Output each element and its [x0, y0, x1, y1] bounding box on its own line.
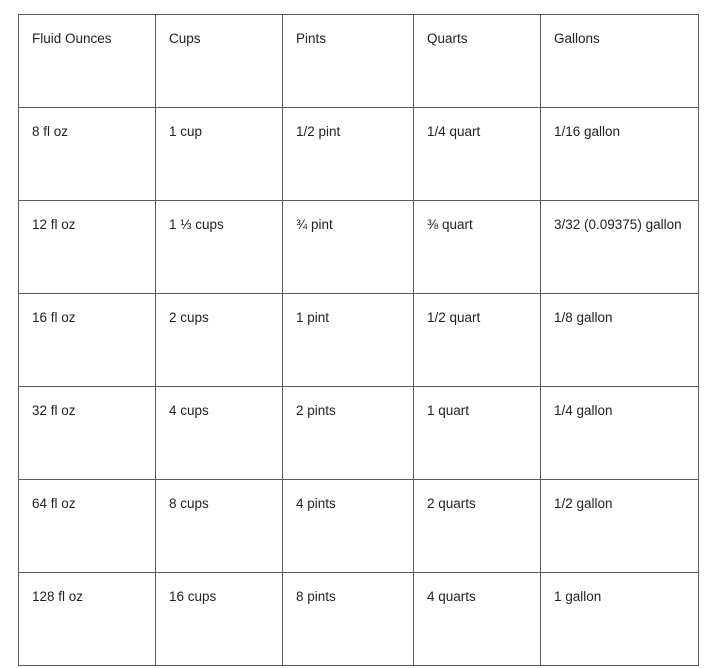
table-row [19, 108, 699, 201]
column-header-pints: Pints [283, 15, 414, 108]
cell-fluid-ounces: 8 fl oz [19, 108, 156, 201]
table-row [19, 294, 699, 387]
cell-cups: 8 cups [156, 480, 283, 573]
cell-cups: 1 cup [156, 108, 283, 201]
table-row [19, 201, 699, 294]
column-header-cups: Cups [156, 15, 283, 108]
cell-fluid-ounces: 12 fl oz [19, 201, 156, 294]
cell-cups: 4 cups [156, 387, 283, 480]
cell-cups: 2 cups [156, 294, 283, 387]
cell-quarts: 1/4 quart [414, 108, 541, 201]
cell-gallons: 1/2 gallon [541, 480, 699, 573]
cell-gallons: 1/16 gallon [541, 108, 699, 201]
cell-gallons: 1 gallon [541, 573, 699, 666]
conversion-table [18, 14, 699, 666]
column-header-gallons: Gallons [541, 15, 699, 108]
table-row [19, 387, 699, 480]
column-header-fluid-ounces: Fluid Ounces [19, 15, 156, 108]
cell-pints: 1 pint [283, 294, 414, 387]
conversion-table-container [18, 14, 698, 666]
cell-cups: 16 cups [156, 573, 283, 666]
cell-quarts: 1 quart [414, 387, 541, 480]
cell-pints: 4 pints [283, 480, 414, 573]
column-header-quarts: Quarts [414, 15, 541, 108]
table-header-row [19, 15, 699, 108]
cell-cups: 1 ⅓ cups [156, 201, 283, 294]
table-row [19, 573, 699, 666]
cell-fluid-ounces: 64 fl oz [19, 480, 156, 573]
cell-quarts: ⅜ quart [414, 201, 541, 294]
cell-gallons: 3/32 (0.09375) gallon [541, 201, 699, 294]
cell-gallons: 1/4 gallon [541, 387, 699, 480]
table-body [19, 108, 699, 666]
cell-gallons: 1/8 gallon [541, 294, 699, 387]
cell-pints: 8 pints [283, 573, 414, 666]
cell-quarts: 4 quarts [414, 573, 541, 666]
cell-pints: 2 pints [283, 387, 414, 480]
table-row [19, 480, 699, 573]
cell-pints: ¾ pint [283, 201, 414, 294]
cell-fluid-ounces: 128 fl oz [19, 573, 156, 666]
cell-pints: 1/2 pint [283, 108, 414, 201]
cell-fluid-ounces: 16 fl oz [19, 294, 156, 387]
cell-quarts: 2 quarts [414, 480, 541, 573]
cell-quarts: 1/2 quart [414, 294, 541, 387]
cell-fluid-ounces: 32 fl oz [19, 387, 156, 480]
table-header [19, 15, 699, 108]
